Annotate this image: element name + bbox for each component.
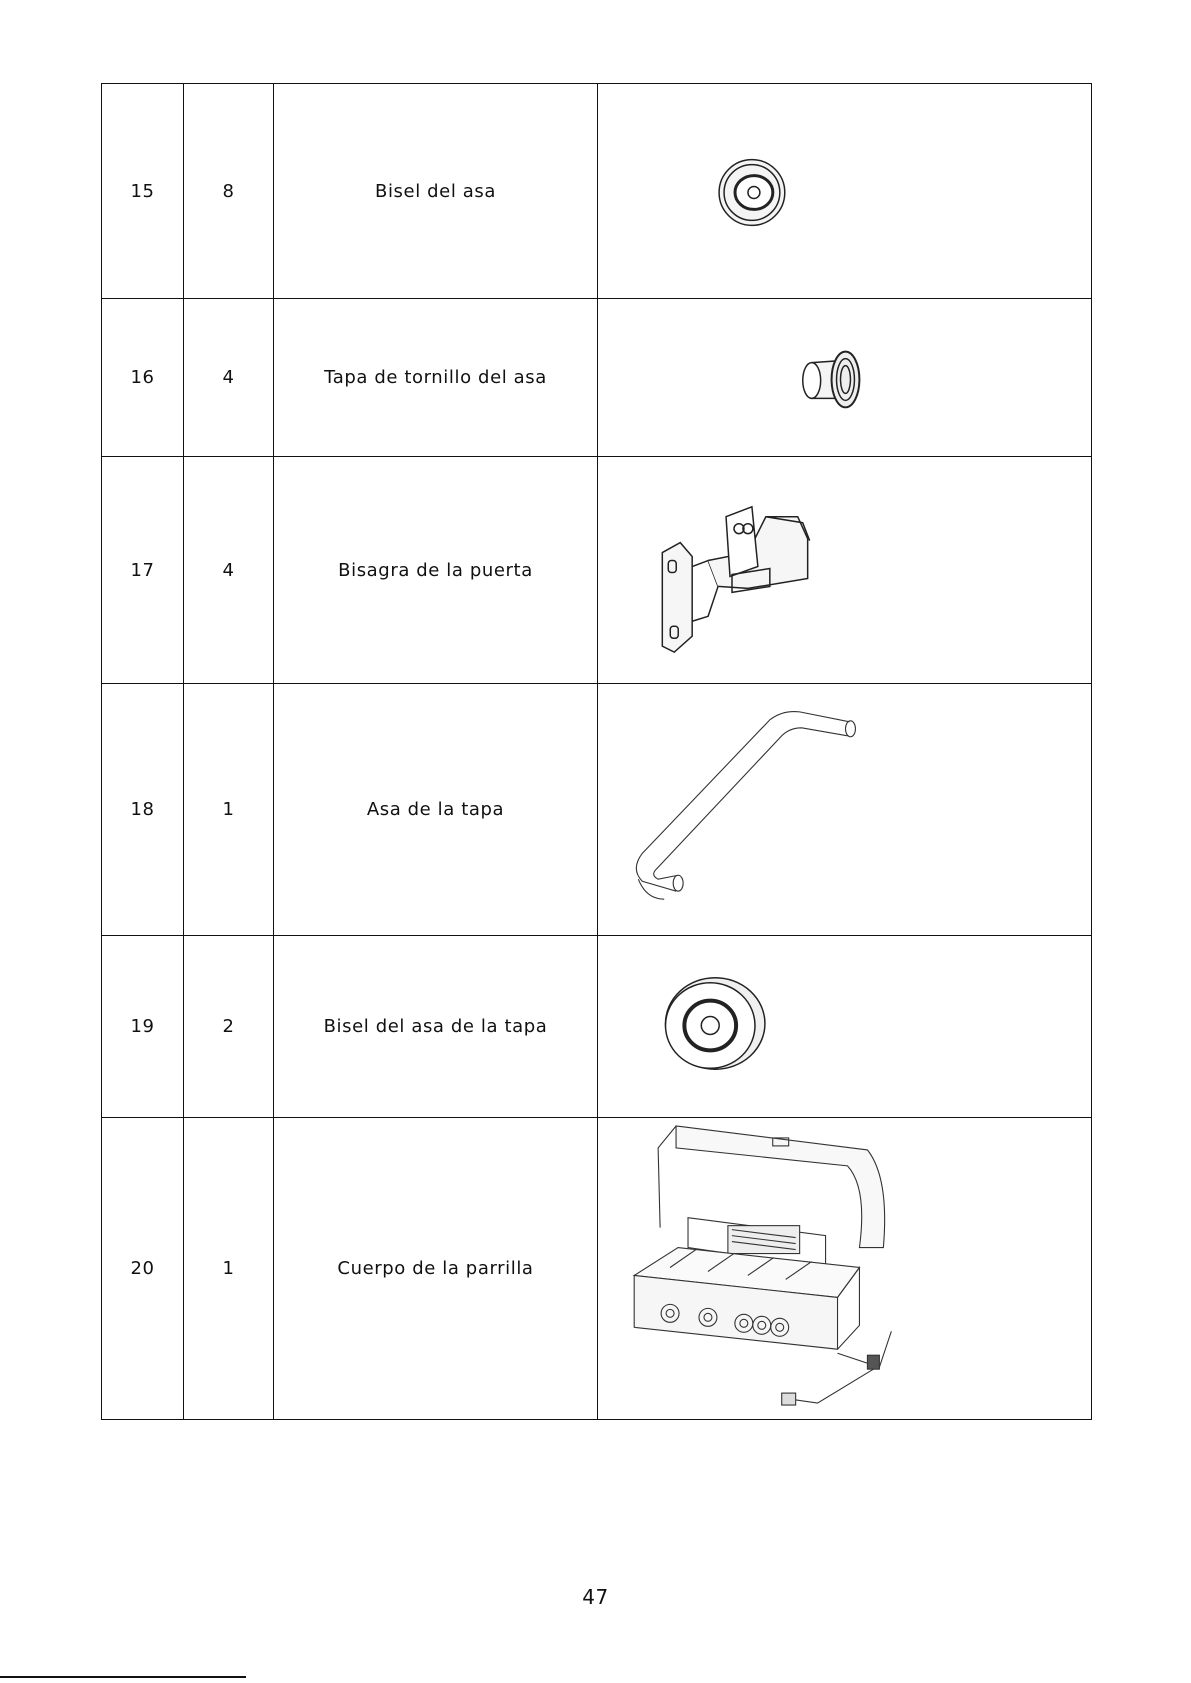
lid-handle-icon xyxy=(598,684,1091,935)
part-illustration xyxy=(598,299,1092,457)
grill-body-icon xyxy=(598,1118,1091,1419)
part-name: Cuerpo de la parrilla xyxy=(274,1118,598,1420)
part-illustration xyxy=(598,457,1092,684)
part-quantity: 2 xyxy=(184,936,274,1118)
part-quantity: 1 xyxy=(184,1118,274,1420)
table-row xyxy=(102,936,1092,1118)
part-number: 18 xyxy=(102,684,184,936)
footer-rule xyxy=(0,1676,246,1678)
part-name: Asa de la tapa xyxy=(274,684,598,936)
part-illustration xyxy=(598,84,1092,299)
part-name: Bisel del asa de la tapa xyxy=(274,936,598,1118)
part-number: 19 xyxy=(102,936,184,1118)
part-quantity: 4 xyxy=(184,299,274,457)
part-name: Tapa de tornillo del asa xyxy=(274,299,598,457)
table-row xyxy=(102,299,1092,457)
page-number: 47 xyxy=(582,1585,609,1609)
door-hinge-icon xyxy=(598,457,1091,683)
table-row xyxy=(102,457,1092,684)
table-row xyxy=(102,684,1092,936)
part-name: Bisagra de la puerta xyxy=(274,457,598,684)
handle-bezel-icon xyxy=(598,84,1091,298)
part-illustration xyxy=(598,1118,1092,1420)
part-quantity: 8 xyxy=(184,84,274,299)
part-illustration xyxy=(598,936,1092,1118)
handle-screw-cap-icon xyxy=(598,299,1091,456)
lid-handle-bezel-icon xyxy=(598,936,1091,1117)
part-number: 16 xyxy=(102,299,184,457)
part-quantity: 4 xyxy=(184,457,274,684)
part-number: 20 xyxy=(102,1118,184,1420)
table-row xyxy=(102,1118,1092,1420)
part-quantity: 1 xyxy=(184,684,274,936)
table-row xyxy=(102,84,1092,299)
part-number: 17 xyxy=(102,457,184,684)
parts-table xyxy=(101,83,1092,1420)
part-number: 15 xyxy=(102,84,184,299)
part-name: Bisel del asa xyxy=(274,84,598,299)
part-illustration xyxy=(598,684,1092,936)
